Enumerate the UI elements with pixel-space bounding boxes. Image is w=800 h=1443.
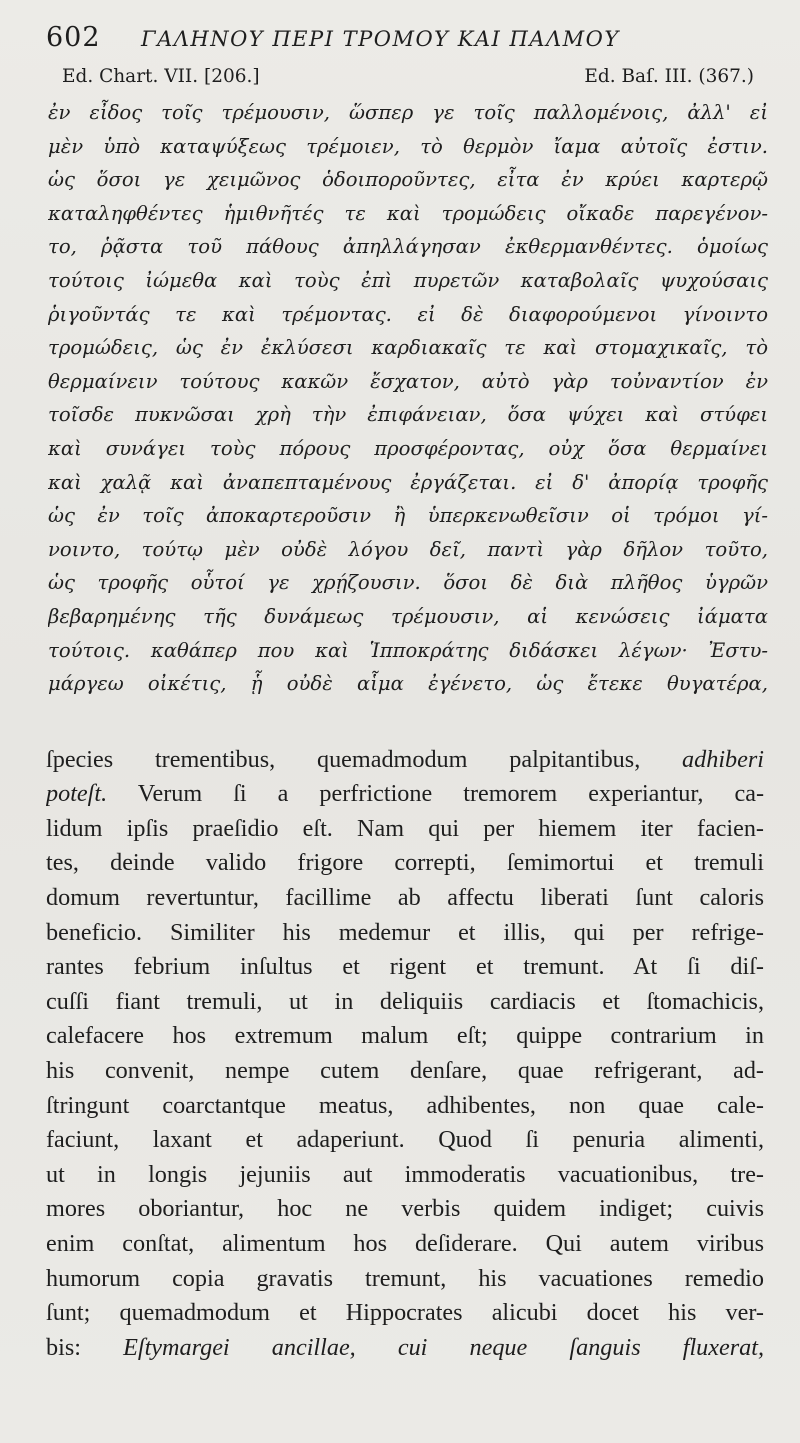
latin-line [46,777,764,812]
latin-text: his convenit, nempe cutem denſare, quae refrigerant, ad- [46,1057,764,1085]
greek-line: ὡς ἐν τοῖς ἀποκαρτεροῦσιν ἢ ὑπερκενωθεῖσιν οἱ τρόμοι γί- [48,504,768,528]
latin-line [46,1192,764,1227]
latin-text: ut in longis jejuniis aut immoderatis vacuationibus, tre- [46,1160,764,1188]
latin-line [46,1331,764,1366]
greek-line: θερμαίνειν τούτους κακῶν ἔσχατον, αὐτὸ γὰρ τοὐναντίον ἐν [48,369,768,393]
latin-text: Verum ſi a perfrictione tremorem experiantur, ca- [107,780,764,808]
latin-italic-text: adhiberi [682,745,764,773]
greek-line: τρομώδεις, ὡς ἐν ἐκλύσεσι καρδιακαῖς τε καὶ στομαχικαῖς, τὸ [48,336,768,360]
latin-text: enim conſtat, alimentum hos deſiderare. Qui autem viribus [46,1230,764,1257]
greek-line: βεβαρημένης τῆς δυνάμεως τρέμουσιν, αἱ κενώσεις ἰάματα [48,604,768,628]
latin-line [46,916,764,951]
greek-line: καὶ συνάγει τοὺς πόρους προσφέροντας, οὐχ ὅσα θερμαίνει [48,436,768,460]
greek-line: καταληφθέντες ἡμιθνῆτές τε καὶ τρομώδεις οἴκαδε παρεγένον- [48,201,768,225]
latin-text: ſunt; quemadmodum et Hippocrates alicubi docet his ver- [46,1299,764,1327]
latin-text: mores oboriantur, hoc ne verbis quidem indiget; cuivis [46,1195,764,1223]
latin-translation [46,743,766,1366]
latin-line [46,1123,764,1158]
latin-line [46,1089,764,1124]
latin-line [46,1019,764,1054]
latin-text: rantes febrium inſultus et rigent et tremunt. At ſi diſ- [46,953,764,981]
latin-text: lidum ipſis praeſidio eſt. Nam qui per hiemem iter facien- [46,814,764,842]
greek-line: μάργεω οἰκέτις, ᾗ οὐδὲ αἷμα ἐγένετο, ὡς ἔτεκε θυγατέρα, [48,672,768,696]
greek-line: το, ῥᾷστα τοῦ πάθους ἀπηλλάγησαν ἐκθερμανθέντες. ὁμοίως [48,235,768,259]
edition-references [46,66,766,96]
greek-line: τοῖσδε πυκνῶσαι χρὴ τὴν ἐπιφάνειαν, ὅσα ψύχει καὶ στύφει [48,403,768,427]
greek-line: ῥιγοῦντάς τε καὶ τρέμοντας. εἰ δὲ διαφορούμενοι γίνοιντο [48,302,768,326]
latin-line [46,881,764,916]
latin-text: humorum copia gravatis tremunt, his vacuationes remedio [46,1264,764,1292]
latin-line [46,985,764,1020]
greek-line: μὲν ὑπὸ καταψύξεως τρέμοιεν, τὸ θερμὸν ἴαμα αὐτοῖς ἐστιν. [48,134,768,158]
greek-line: νοιντο, τούτῳ μὲν οὐδὲ λόγου δεῖ, παντὶ γὰρ δῆλον τοῦτο, [48,537,768,561]
latin-line [46,1054,764,1089]
greek-line: ὡς ὅσοι γε χειμῶνος ὁδοιποροῦντες, εἶτα ἐν κρύει καρτερῷ [48,168,768,192]
latin-text: ſtringunt coarctantque meatus, adhibentes, non quae cale- [46,1091,764,1119]
running-title: ΓΑΛΗΝΟΥ ΠΕΡΙ ΤΡΟΜΟΥ ΚΑΙ ΠΑΛΜΟΥ [141,27,620,51]
latin-line [46,1296,764,1331]
latin-text: domum revertuntur, facillime ab affectu liberati ſunt caloris [46,884,764,912]
latin-italic-text: Eſtymargei ancillae, cui neque ſanguis fluxerat, [123,1333,764,1361]
latin-line [46,812,764,847]
greek-line: τούτοις. καθάπερ που καὶ Ἱπποκράτης διδάσκει λέγων· Ἐστυ- [48,638,768,662]
latin-text: cuſſi fiant tremuli, ut in deliquiis cardiacis et ſtomachicis, [46,987,764,1015]
greek-line: τούτοις ἰώμεθα καὶ τοὺς ἐπὶ πυρετῶν καταβολαῖς ψυχούσαις [48,268,768,292]
greek-line: ἐν εἶδος τοῖς τρέμουσιν, ὥσπερ γε τοῖς παλλομένοις, ἀλλ' εἰ [48,101,768,124]
latin-text: ſpecies trementibus, quemadmodum palpitantibus, [46,745,683,773]
latin-line [46,846,764,881]
running-head [46,22,766,66]
latin-line [46,743,764,778]
greek-text [46,96,766,701]
latin-line [46,1227,764,1262]
latin-text: bis: [46,1333,124,1361]
greek-line: καὶ χαλᾷ καὶ ἀναπεπταμένους ἐργάζεται. εἰ δ' ἀπορίᾳ τροφῆς [48,470,768,494]
latin-line [46,950,764,985]
latin-text: faciunt, laxant et adaperiunt. Quod ſi penuria alimenti, [46,1126,764,1154]
greek-line: ὡς τροφῆς οὗτοί γε χρῄζουσιν. ὅσοι δὲ διὰ πλῆθος ὑγρῶν [48,571,768,595]
latin-text: tes, deinde valido frigore correpti, ſemimortui et tremuli [46,849,764,877]
page-number: 602 [46,22,101,53]
edition-chart-reference: Ed. Chart. VII. [206.] [62,66,260,87]
edition-basel-reference: Ed. Baſ. III. (367.) [584,66,754,87]
latin-line [46,1262,764,1297]
latin-text: calefacere hos extremum malum eſt; quippe contrarium in [46,1022,764,1050]
latin-text: beneficio. Similiter his medemur et illis, qui per refrige- [46,918,764,946]
latin-line [46,1158,764,1193]
latin-italic-text: poteſt. [46,780,108,808]
